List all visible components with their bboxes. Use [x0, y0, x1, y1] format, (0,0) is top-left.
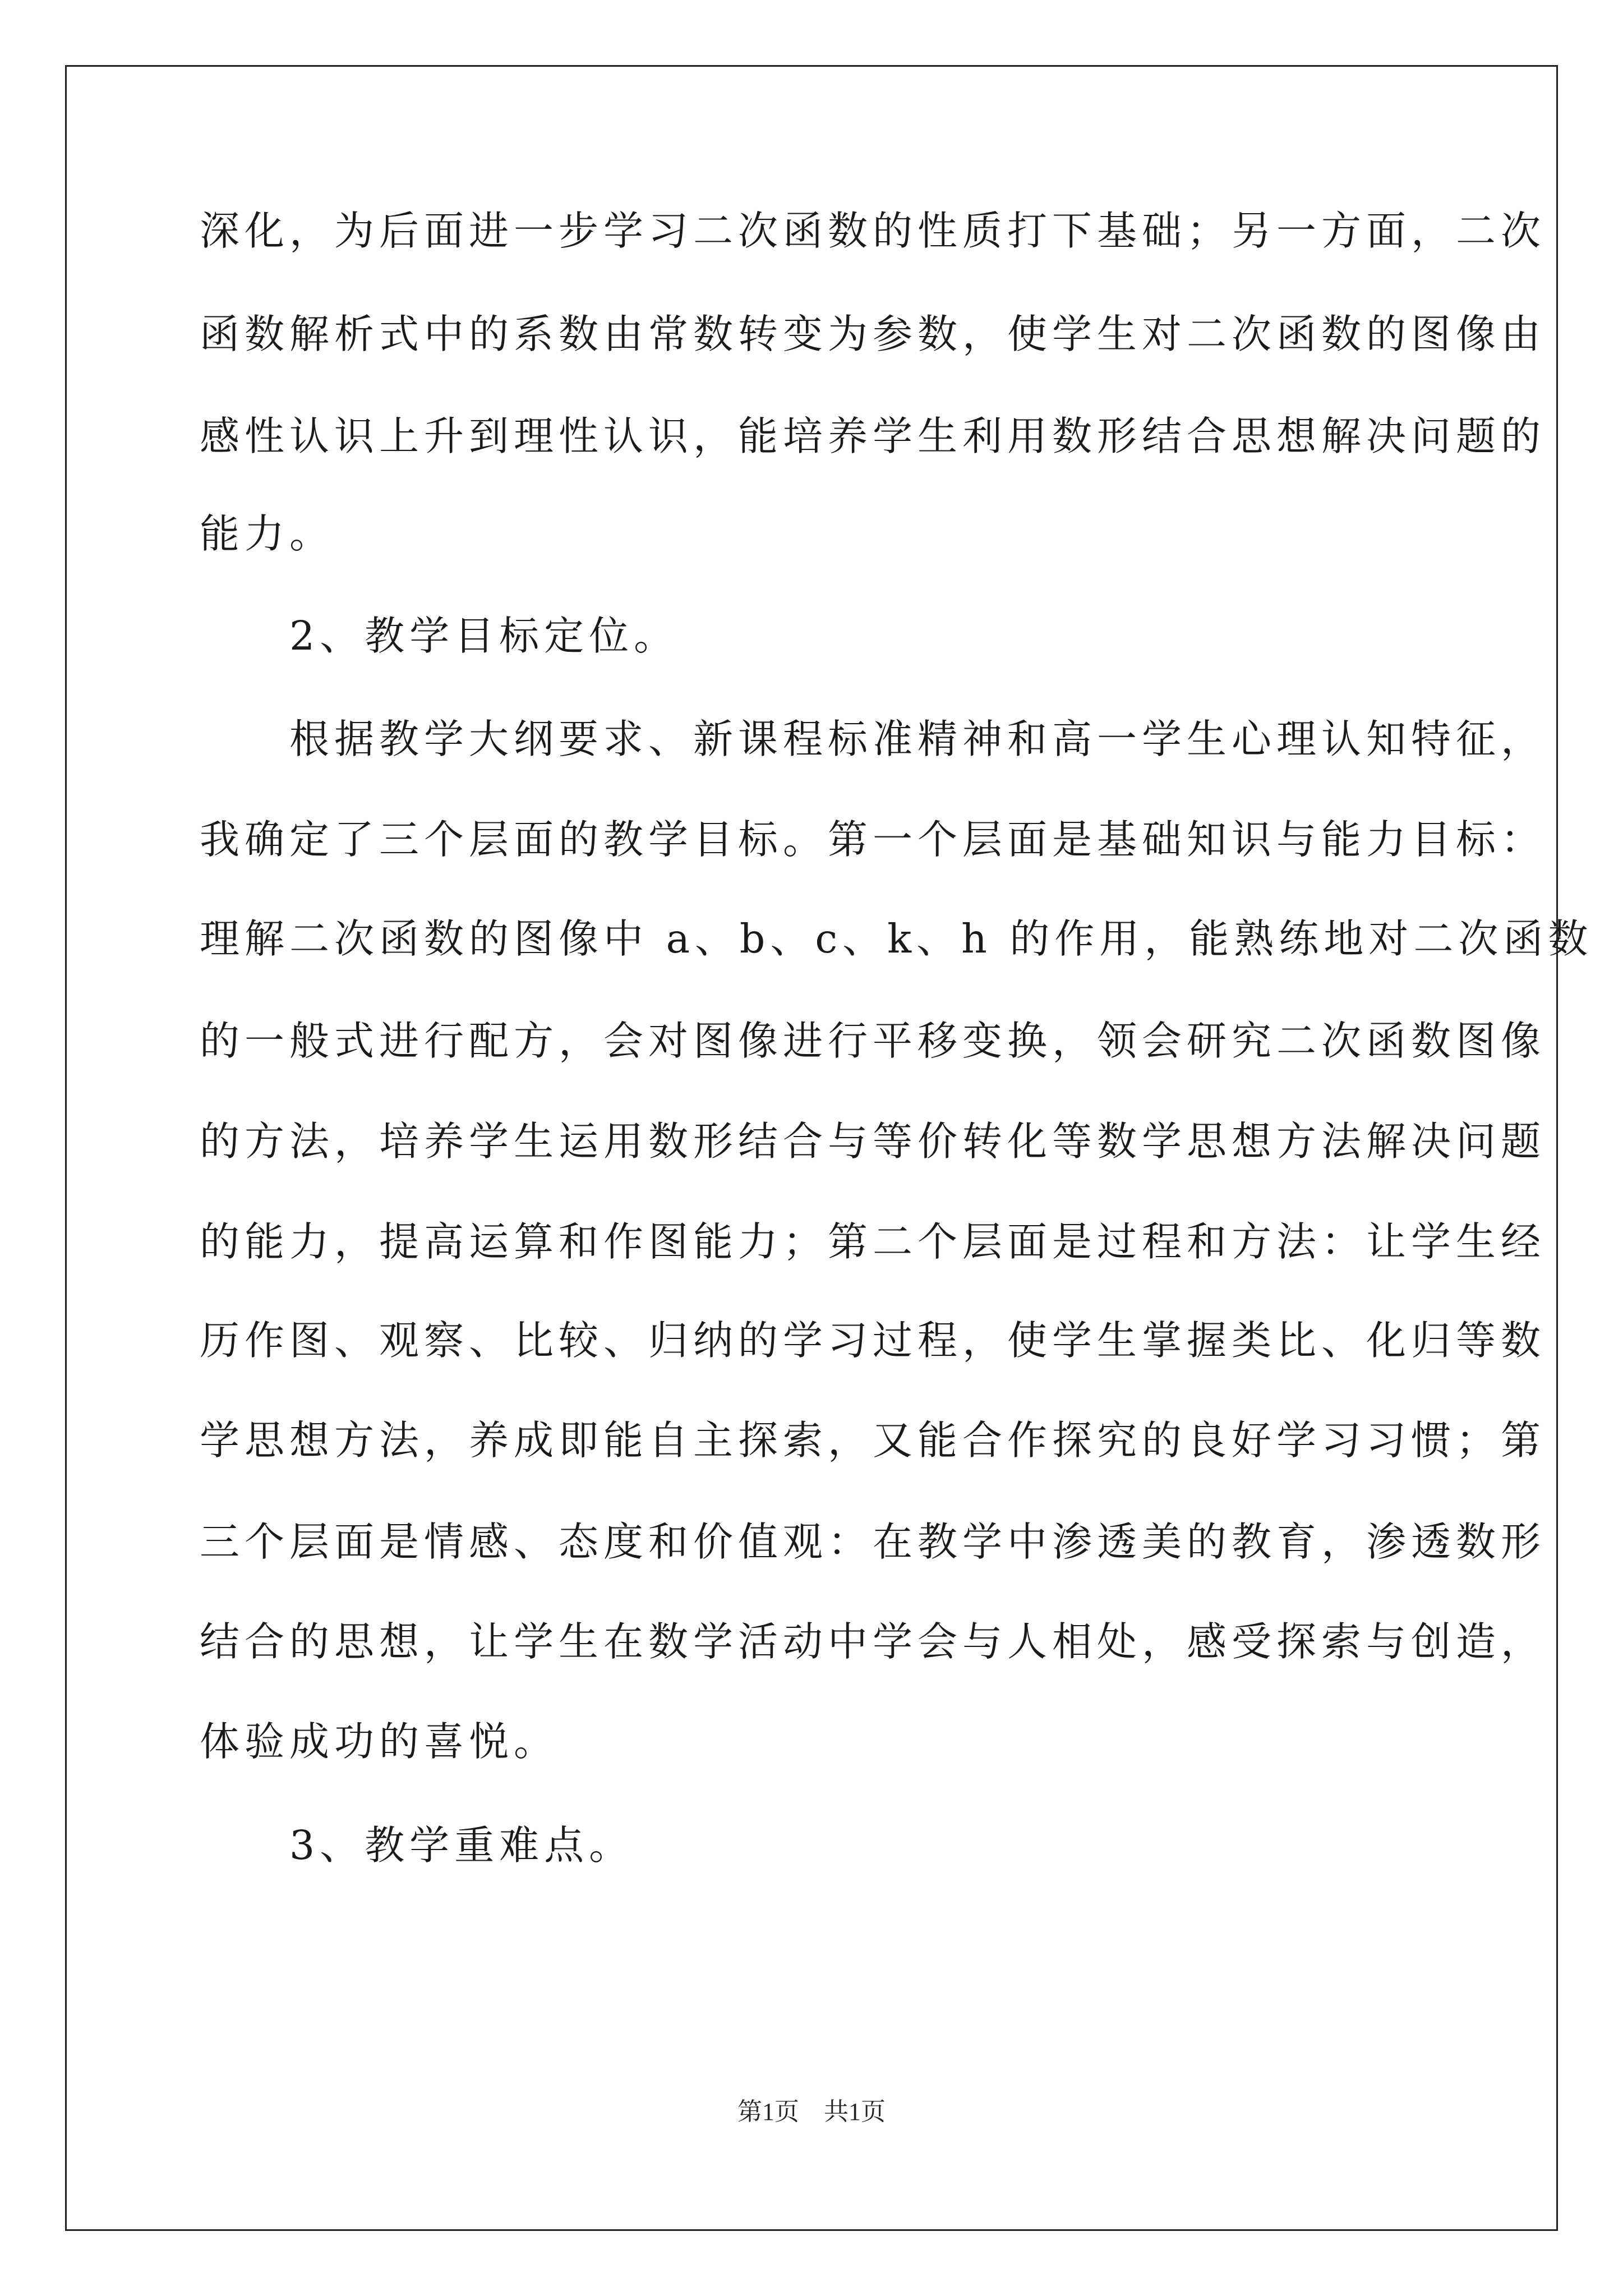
- section-heading: 3、教学重难点。: [200, 1822, 634, 1869]
- text-line: 体验成功的喜悦。: [200, 1718, 559, 1765]
- text-line: 的能力，提高运算和作图能力；第二个层面是过程和方法：让学生经: [200, 1218, 1546, 1265]
- text-line: 函数解析式中的系数由常数转变为参数，使学生对二次函数的图像由: [200, 311, 1546, 357]
- text-line: 的一般式进行配方，会对图像进行平移变换，领会研究二次函数图像: [200, 1018, 1546, 1064]
- section-heading: 2、教学目标定位。: [200, 613, 679, 659]
- text-line: 能力。: [200, 510, 335, 557]
- text-line: 历作图、观察、比较、归纳的学习过程，使学生掌握类比、化归等数: [200, 1317, 1546, 1364]
- text-line: 感性认识上升到理性认识，能培养学生利用数形结合思想解决问题的: [200, 413, 1546, 459]
- page-number-footer: 第1页 共1页: [737, 2098, 886, 2125]
- text-line: 深化，为后面进一步学习二次函数的性质打下基础；另一方面，二次: [200, 208, 1546, 254]
- text-line: 我确定了三个层面的教学目标。第一个层面是基础知识与能力目标：: [200, 816, 1546, 863]
- text-line: 理解二次函数的图像中 a、b、c、k、h 的作用，能熟练地对二次函数: [200, 915, 1593, 962]
- text-line: 三个层面是情感、态度和价值观：在教学中渗透美的教育，渗透数形: [200, 1519, 1546, 1565]
- text-line: 根据教学大纲要求、新课程标准精神和高一学生心理认知特征，: [200, 716, 1546, 762]
- text-line: 学思想方法，养成即能自主探索，又能合作探究的良好学习习惯；第: [200, 1417, 1546, 1464]
- text-line: 结合的思想，让学生在数学活动中学会与人相处，感受探索与创造，: [200, 1618, 1546, 1665]
- text-line: 的方法，培养学生运用数形结合与等价转化等数学思想方法解决问题: [200, 1118, 1546, 1165]
